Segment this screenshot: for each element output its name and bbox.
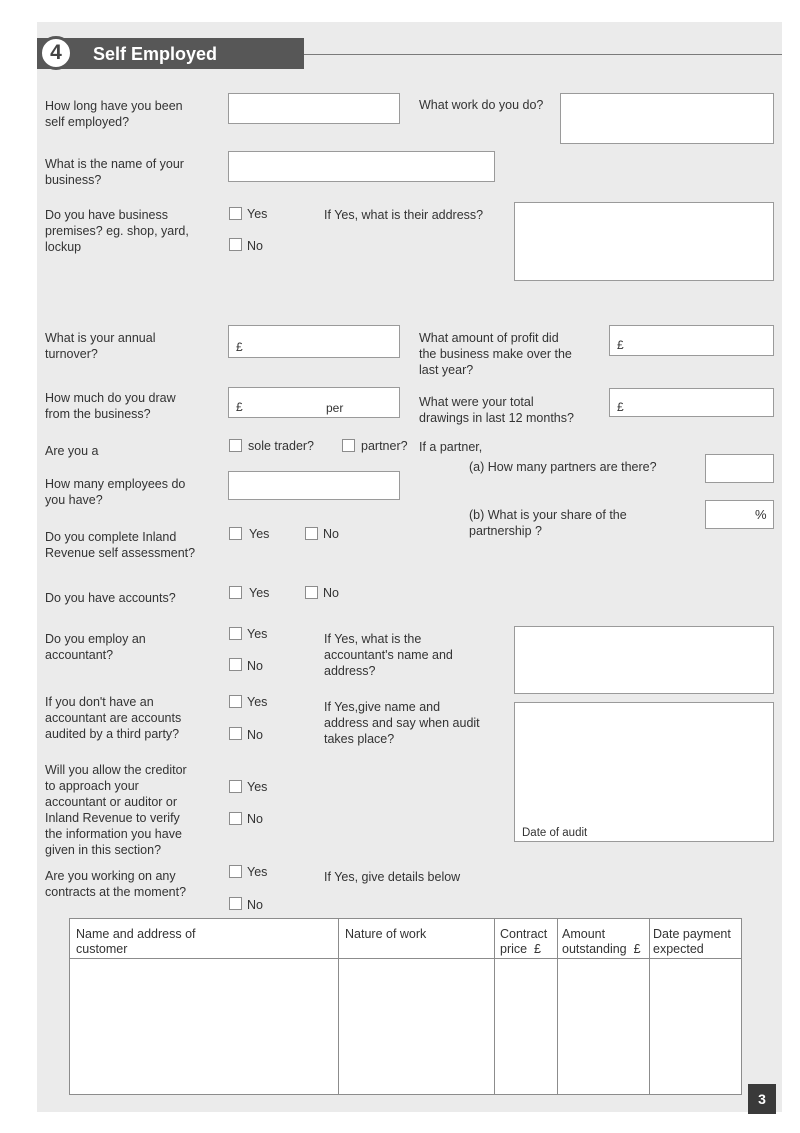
self-assessment-no-label: No <box>323 527 339 541</box>
accountant-name-input[interactable] <box>514 626 774 694</box>
section-title: Self Employed <box>93 44 218 64</box>
partner-label: partner? <box>361 439 408 453</box>
partners-count-input[interactable] <box>705 454 774 483</box>
question-are-you-a: Are you a <box>45 444 99 458</box>
accounts-no-checkbox[interactable] <box>305 586 318 599</box>
date-of-audit-label: Date of audit <box>522 827 588 839</box>
how-long-input[interactable] <box>228 93 400 124</box>
question-employ-accountant: Do you employ an accountant? <box>45 632 146 662</box>
question-contracts: Are you working on any contracts at the moment? <box>45 869 187 899</box>
accounts-yes-label: Yes <box>249 586 270 600</box>
self-assessment-yes-label: Yes <box>249 527 270 541</box>
question-business-name: What is the name of your business? <box>45 157 184 187</box>
question-accounts: Do you have accounts? <box>45 591 176 605</box>
draw-input[interactable] <box>228 387 400 418</box>
section-header-rule <box>304 54 782 55</box>
contract-price-cell[interactable] <box>495 959 558 1095</box>
accounts-no-label: No <box>323 586 339 600</box>
partners-count-label: (a) How many partners are there? <box>469 460 657 474</box>
partnership-share-label: (b) What is your share of the partnership ? <box>469 508 627 538</box>
col-header-date-payment: Date payment expected <box>650 919 742 959</box>
question-audited: If you don't have an accountant are accounts audited by a third party? <box>45 695 182 741</box>
audited-yes-label: Yes <box>247 695 268 709</box>
profit-currency: £ <box>617 338 624 352</box>
allow-creditor-yes-checkbox[interactable] <box>229 780 242 793</box>
if-partner-label: If a partner, <box>419 440 483 454</box>
premises-yes-label: Yes <box>247 207 268 221</box>
question-audit-details: If Yes,give name and address and say when audit takes place? <box>324 700 480 746</box>
date-payment-cell[interactable] <box>650 959 742 1095</box>
contracts-no-label: No <box>247 898 263 912</box>
col-header-contract-price: Contract price £ <box>495 919 558 959</box>
profit-input[interactable] <box>609 325 774 356</box>
allow-creditor-no-label: No <box>247 812 263 826</box>
contracts-yes-checkbox[interactable] <box>229 865 242 878</box>
allow-creditor-yes-label: Yes <box>247 780 268 794</box>
accounts-yes-checkbox[interactable] <box>229 586 242 599</box>
self-assessment-no-checkbox[interactable] <box>305 527 318 540</box>
question-premises-address: If Yes, what is their address? <box>324 208 484 222</box>
question-premises: Do you have business premises? eg. shop, yard, lockup <box>45 208 189 254</box>
premises-no-label: No <box>247 239 263 253</box>
question-allow-creditor: Will you allow the creditor to approach your accountant or auditor or Inland Revenue to verify the information you have given in this section? <box>45 763 187 857</box>
col-header-nature-of-work: Nature of work <box>339 919 495 959</box>
contracts-no-checkbox[interactable] <box>229 897 242 910</box>
employees-input[interactable] <box>228 471 400 500</box>
audited-no-label: No <box>247 728 263 742</box>
accountant-no-checkbox[interactable] <box>229 658 242 671</box>
table-row <box>70 959 742 1095</box>
contracts-details-label: If Yes, give details below <box>324 870 461 884</box>
audited-yes-checkbox[interactable] <box>229 695 242 708</box>
allow-creditor-no-checkbox[interactable] <box>229 812 242 825</box>
total-drawings-input[interactable] <box>609 388 774 417</box>
nature-of-work-cell[interactable] <box>339 959 495 1095</box>
self-assessment-yes-checkbox[interactable] <box>229 527 242 540</box>
accountant-yes-checkbox[interactable] <box>229 627 242 640</box>
question-how-long: How long have you been self employed? <box>45 99 183 129</box>
sole-trader-label: sole trader? <box>248 439 315 453</box>
premises-address-input[interactable] <box>514 202 774 281</box>
contracts-table <box>69 918 742 1095</box>
col-header-customer: Name and address of customer <box>70 919 339 959</box>
audit-details-input[interactable] <box>514 702 774 842</box>
turnover-currency: £ <box>236 340 243 354</box>
customer-cell[interactable] <box>70 959 339 1095</box>
draw-per-label: per <box>326 401 344 415</box>
sole-trader-checkbox[interactable] <box>229 439 242 452</box>
amount-outstanding-cell[interactable] <box>558 959 650 1095</box>
premises-yes-checkbox[interactable] <box>229 207 242 220</box>
question-accountant-name: If Yes, what is the accountant's name and address? <box>324 632 453 678</box>
partner-checkbox[interactable] <box>342 439 355 452</box>
turnover-input[interactable] <box>228 325 400 358</box>
page-number: 3 <box>748 1084 776 1114</box>
question-what-work: What work do you do? <box>419 98 544 112</box>
question-draw: How much do you draw from the business? <box>45 391 176 421</box>
question-self-assessment: Do you complete Inland Revenue self assessment? <box>45 530 196 560</box>
what-work-input[interactable] <box>560 93 774 144</box>
question-profit: What amount of profit did the business make over the last year? <box>419 331 572 377</box>
accountant-no-label: No <box>247 659 263 673</box>
business-name-input[interactable] <box>228 151 495 182</box>
total-drawings-currency: £ <box>617 400 624 414</box>
col-header-amount-outstanding: Amount outstanding £ <box>558 919 650 959</box>
contracts-yes-label: Yes <box>247 865 268 879</box>
accountant-yes-label: Yes <box>247 627 268 641</box>
draw-currency: £ <box>236 400 243 414</box>
premises-no-checkbox[interactable] <box>229 238 242 251</box>
question-total-drawings: What were your total drawings in last 12 months? <box>419 395 574 425</box>
percent-sign: % <box>755 507 767 522</box>
contracts-table-header-row <box>70 919 742 959</box>
section-number-badge: 4 <box>39 36 73 70</box>
question-turnover: What is your annual turnover? <box>45 331 156 361</box>
audited-no-checkbox[interactable] <box>229 727 242 740</box>
question-employees: How many employees do you have? <box>45 477 186 507</box>
